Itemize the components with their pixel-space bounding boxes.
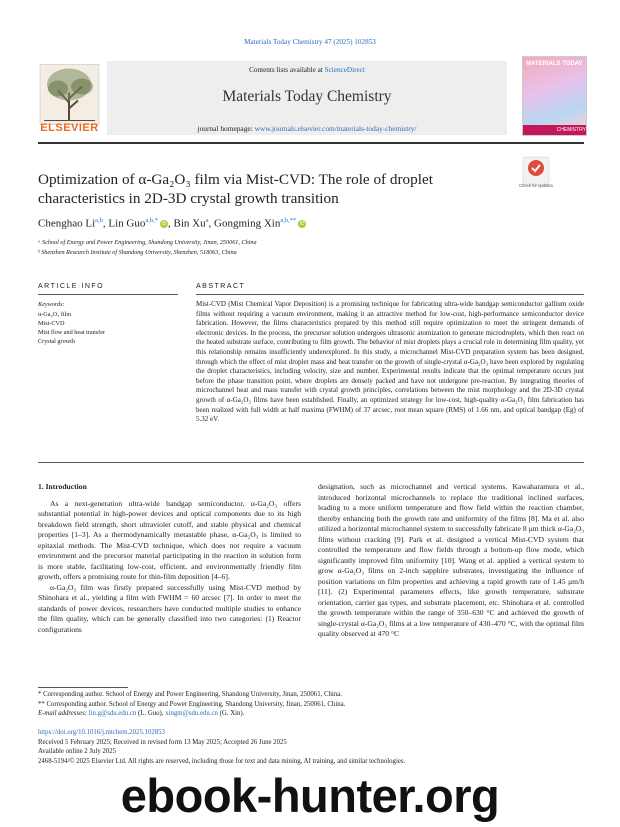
abstract-end-divider — [38, 462, 584, 463]
info-divider — [38, 294, 178, 295]
article-title-line-1: Optimization of α-Ga₂O₃ film via Mist-CVD: The role of droplet — [38, 171, 433, 188]
email-label: E-mail addresses: — [38, 710, 89, 718]
orcid-icon[interactable]: iD — [299, 221, 305, 228]
author-name[interactable]: Gongming Xin — [214, 217, 281, 230]
copyright-line: 2468-5194/© 2025 Elsevier Ltd. All rights are reserved, including those for text and data mining, AI training, and similar technologies. — [38, 757, 406, 765]
keyword: Mist-CVD — [38, 320, 65, 327]
check-for-updates-icon[interactable] — [522, 156, 550, 186]
footnote-divider — [38, 687, 128, 688]
homepage-link[interactable]: www.journals.elsevier.com/materials-today-chemistry/ — [254, 124, 417, 133]
article-info-heading: ARTICLE INFO — [38, 283, 105, 290]
body-paragraph: designation, such as microchannel and vertical systems. Kawaharamura et al., introduced horizontal microchannels to replace the traditional inclined surfaces, leading to a more uniform temperature and flow field within the reaction chamber, thereby enhancing both the growth rate and uniformity of the films [8]. Ma et al. also utilized a horizontal microchannel system to successfully fabricate 8 μm thick α-Ga₂O₃ films without cracking [9]. Park et al. designed a vertical Mist-CVD system that controlled the temperature and flow fields through a bottom-up flow mode, which significantly improved film uniformity [10]. Wang et al. applied a vertical system to grow α-Ga₂O₃ films on 2-inch sapphire substrates, investigating the influence of position variations on film properties and achieving a rapid growth rate of 1.45 μm/h [11]. (2) Experimental parameters effects, like growth temperature, substrate orientation, carrier gas types, and substrate placement, etc. Shinohara et al. controlled the growth temperature within the range of 350–630 °C and achieved the growth of single-crystal α-Ga₂O₃ films at a low temperature of 430–470 °C, with the optimal film quality observed at 470 °C — [318, 482, 584, 638]
keyword: Mist flow and heat transfer — [38, 329, 106, 336]
abstract-divider — [196, 294, 584, 295]
footnotes — [38, 690, 584, 719]
article-title — [38, 170, 508, 208]
corresponding-author-note: ** Corresponding author. School of Energy and Power Engineering, Shandong University, Jinan, 250061, China. — [38, 700, 346, 708]
homepage-line — [107, 124, 507, 133]
keywords-label: Keywords: — [38, 301, 65, 308]
email-link[interactable]: xingm@sdu.edu.cn — [165, 710, 218, 718]
author-list: Chenghao Li$^{a,b}$, Lin Guo$^{a,b,*}$iD , Bin Xu$^a$, Gongming Xin$^{a,b,**}$iD — [38, 217, 305, 230]
article-title-line-2: characteristics in 2D-3D crystal growth transition — [38, 190, 339, 207]
body-paragraph: α-Ga₂O₃ film was firstly prepared successfully using Mist-CVD method by Shinohara et al., yielding a film with FWHM = 60 arcsec [7]. In order to meet the standards of power devices, researchers have conducted multiple studies to enhance the film quality, which can be generally classified into two categories: (1) Reactor configurations — [38, 582, 301, 634]
cover-title: MATERIALS TODAY — [526, 61, 583, 67]
corresponding-author-note: * Corresponding author. School of Energy and Power Engineering, Shandong University, Jinan, 250061, China. — [38, 691, 342, 698]
orcid-icon[interactable]: iD — [161, 221, 167, 228]
sciencedirect-link[interactable]: ScienceDirect — [324, 66, 365, 74]
elsevier-wordmark: ELSEVIER — [40, 122, 99, 134]
publication-info — [38, 728, 584, 766]
author-name[interactable]: Chenghao Li — [38, 217, 96, 230]
affiliation-a: ᵃ School of Energy and Power Engineering, Shandong University, Jinan, 250061, China — [38, 239, 257, 246]
affiliation-b: ᵇ Shenzhen Research Institute of Shandong University, Shenzhen, 518063, China — [38, 249, 237, 256]
abstract-heading: ABSTRACT — [196, 283, 246, 290]
journal-title: Materials Today Chemistry — [222, 88, 392, 105]
abstract-text: Mist-CVD (Mist Chemical Vapor Deposition) is a promising technique for fabricating ultra-wide bandgap semiconductor gallium oxide films without requiring a vacuum environment, making it an attractive method for low-cost, high-performance semiconductor device fabrication. However, the films characteristics prepared by this method still require optimization to meet the stringent demands of electronic devices. In the process, the precursor solution undergoes ultrasonic atomization to generate microdroplets, which then react on the heated substrate surface, contributing to film growth. The behavior of mist droplets plays a crucial role in determining film quality, yet this relationship remains insufficiently underexplored. In this study, a microchannel Mist-CVD preparation system has been designed, through which the effect of mist droplet mass and heat transfer on the growth of single-crystal α-Ga₂O₃ have been explored by regulating the droplet characteristics, including velocity, size and number. Experimental results indicate that the optimal temperature occurs just before the phase transition point, where droplets are densely packed and have not undergone pre-reaction. By integrating theories of microchannel heat and mass transfer with crystal growth principles, correlations between the mist morphology and the 2D-3D crystal growth of α-Ga₂O₃ films have been established. Finally, an optimized strategy for low-cost, high-quality α-Ga₂O₃ film fabrication has been realized with full width at half maxima (FWHM) of 37 arcsec, root mean square (RMS) of 1.66 nm, and optical bandgap (Eg) of 5.32 eV. — [196, 300, 584, 424]
author-affiliation-marker[interactable]: a,b — [95, 217, 103, 224]
body-column-right — [318, 482, 584, 640]
email-owner: (L. Guo), — [136, 710, 166, 718]
keywords-list — [38, 310, 105, 346]
keyword: α-Ga₂O₃ film — [38, 311, 72, 318]
homepage-prefix: journal homepage: — [197, 124, 255, 133]
journal-masthead — [38, 56, 584, 140]
author-name[interactable]: Bin Xu — [173, 217, 206, 230]
section-heading: 1. Introduction — [38, 482, 87, 491]
available-online: Available online 2 July 2025 — [38, 748, 117, 756]
cover-band: CHEMISTRY — [523, 125, 586, 135]
body-paragraph: As a next-generation ultra-wide bandgap semiconductor, α-Ga₂O₃ offers substantial potential in high-power devices and optical components due to its high breakdown field strength, short ultraviolet cutoff, and stable physical and chemical properties [1–3]. As a thermodynamically metastable phase, α-Ga₂O₃ is limited to epitaxial methods. The Mist-CVD technique, which does not require a vacuum environment and the precursor material participating in the reaction in solution form is more stable, facilitating low-cost, efficient, and environmentally friendly film growth, offers a promising route for thin-film deposition [4–6]. — [38, 498, 301, 581]
author-affiliation-marker[interactable]: a,b,* — [145, 217, 159, 224]
journal-citation[interactable]: Materials Today Chemistry 47 (2025) 102853 — [244, 38, 376, 46]
author-affiliation-marker[interactable]: a,b,** — [280, 217, 297, 224]
body-column-left — [38, 482, 301, 635]
author-name[interactable]: Lin Guo — [108, 217, 146, 230]
masthead-banner — [107, 61, 507, 135]
doi-link[interactable]: https://doi.org/10.1016/j.mtchem.2025.102853 — [38, 729, 165, 736]
header-divider — [38, 142, 584, 144]
keyword: Crystal growth — [38, 338, 75, 345]
contents-prefix: Contents lists available at — [249, 66, 325, 74]
check-for-updates-label[interactable]: Check for updates — [519, 183, 553, 188]
email-owner: (G. Xin). — [217, 710, 245, 718]
email-line — [38, 709, 584, 719]
email-link[interactable]: lin.g@sdu.edu.cn — [88, 710, 137, 718]
received-dates: Received 5 February 2025; Received in revised form 13 May 2025; Accepted 26 June 2025 — [38, 738, 287, 746]
author-affiliation-marker[interactable]: a — [205, 217, 209, 224]
watermark-text: ebook-hunter.org — [120, 769, 500, 822]
contents-line — [107, 66, 507, 74]
journal-cover-image[interactable] — [522, 56, 587, 136]
